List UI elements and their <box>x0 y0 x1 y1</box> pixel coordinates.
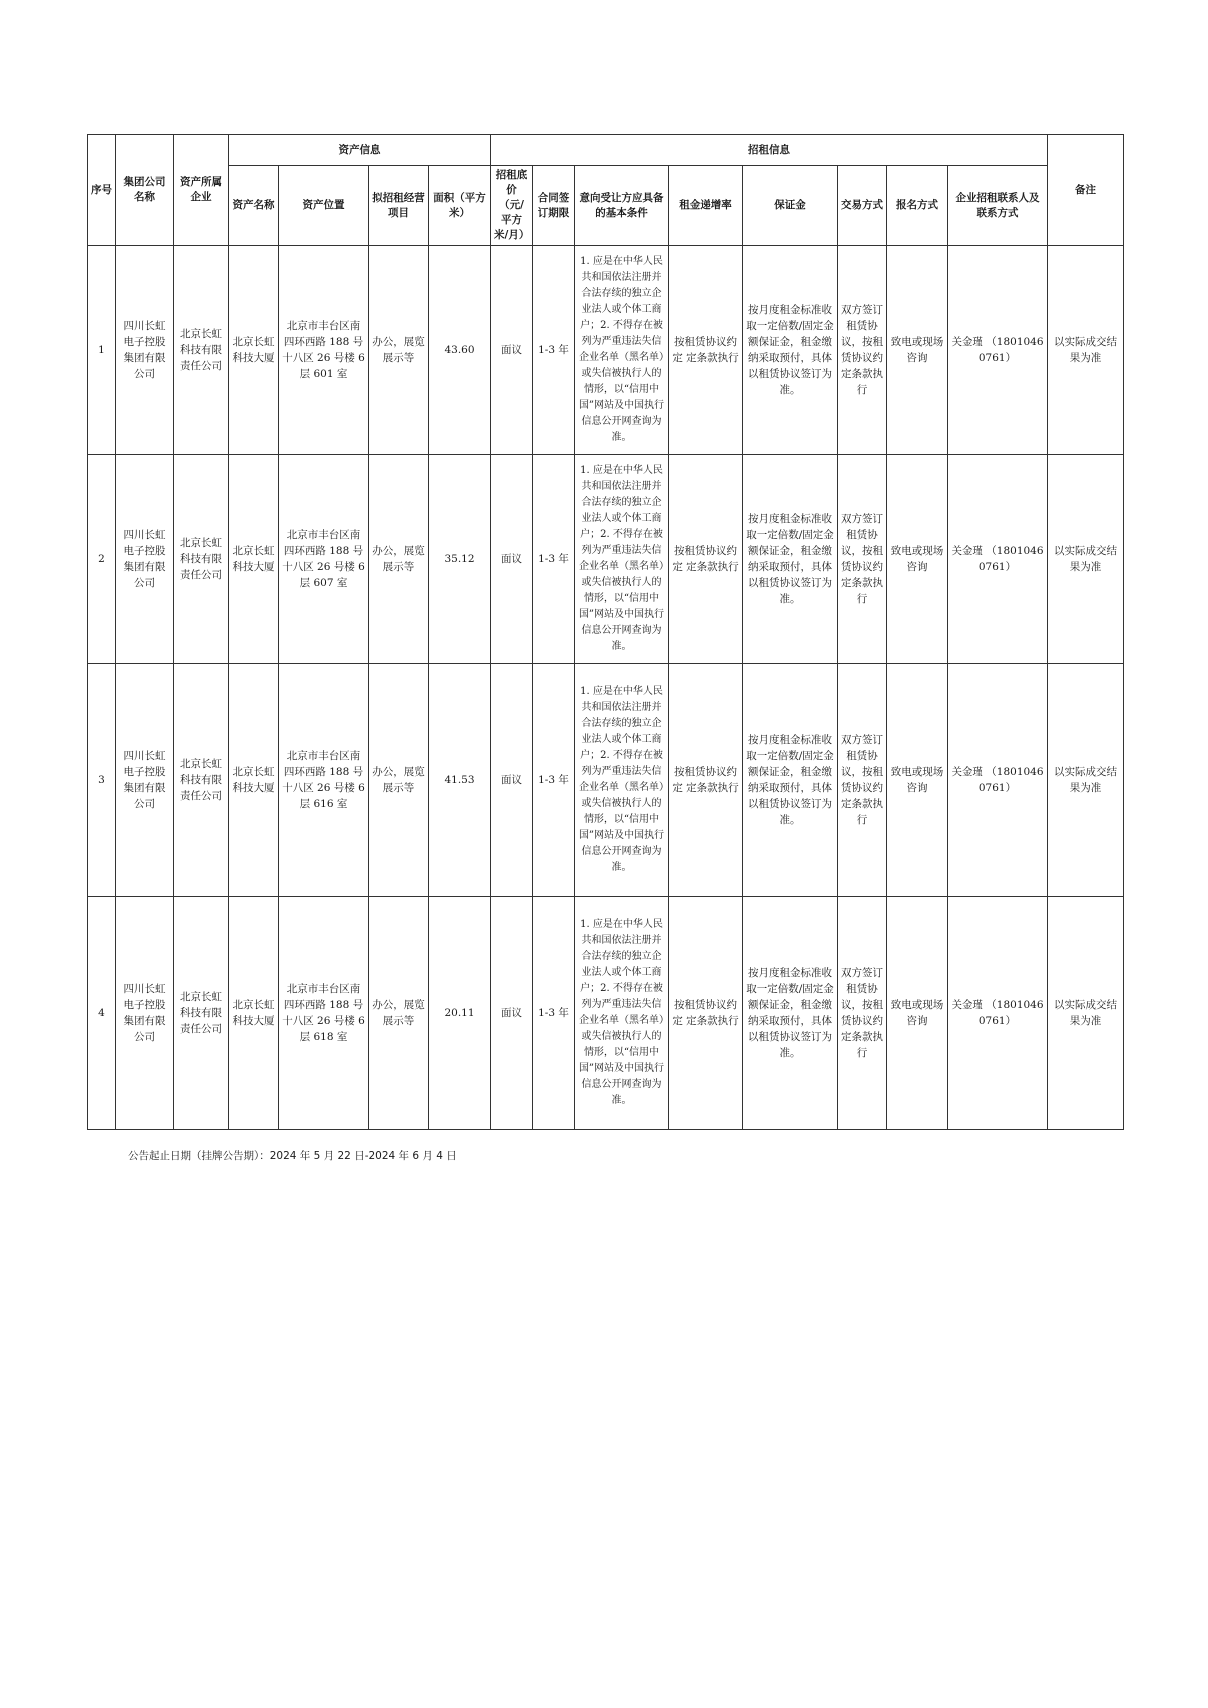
cell-area: 41.53 <box>429 664 491 897</box>
col-header-asset-name: 资产名称 <box>229 166 279 246</box>
col-header-owner-company: 资产所属企业 <box>174 135 229 246</box>
cell-trade-method: 双方签订租赁协议，按租赁协议约定条款执行 <box>838 897 887 1130</box>
cell-deposit: 按月度租金标准收取一定倍数/固定金额保证金，租金缴纳采取预付，具体以租赁协议签订为准。 <box>743 664 838 897</box>
cell-base-price: 面议 <box>491 455 533 664</box>
table-row <box>88 664 1124 897</box>
cell-base-price: 面议 <box>491 246 533 455</box>
cell-bidder-conditions: 1. 应是在中华人民共和国依法注册并合法存续的独立企业法人或个体工商户；2. 不得存在被列为严重违法失信企业名单（黑名单）或失信被执行人的情形，以“信用中国”网站及中国执行信息公开网查询为准。 <box>575 455 669 664</box>
cell-contact: 关金瑾 （18010460761） <box>948 246 1048 455</box>
col-header-base-price: 招租底价（元/平方米/月） <box>491 166 533 246</box>
table-row <box>88 897 1124 1130</box>
cell-group-company: 四川长虹电子控股集团有限公司 <box>116 897 174 1130</box>
cell-planned-use: 办公，展览展示等 <box>369 897 429 1130</box>
cell-asset-location: 北京市丰台区南四环西路 188 号十八区 26 号楼 6 层 607 室 <box>279 455 369 664</box>
col-header-contact: 企业招租联系人及联系方式 <box>948 166 1048 246</box>
cell-trade-method: 双方签订租赁协议，按租赁协议约定条款执行 <box>838 246 887 455</box>
col-header-remark: 备注 <box>1048 135 1124 246</box>
col-header-term: 合同签订期限 <box>533 166 575 246</box>
cell-contact: 关金瑾 （18010460761） <box>948 897 1048 1130</box>
col-header-trade-method: 交易方式 <box>838 166 887 246</box>
cell-rent-increase: 按租赁协议约定 定条款执行 <box>669 455 743 664</box>
cell-trade-method: 双方签订租赁协议，按租赁协议约定条款执行 <box>838 664 887 897</box>
cell-area: 35.12 <box>429 455 491 664</box>
group-header-asset-info: 资产信息 <box>229 135 491 166</box>
col-header-seq: 序号 <box>88 135 116 246</box>
cell-group-company: 四川长虹电子控股集团有限公司 <box>116 664 174 897</box>
cell-area: 43.60 <box>429 246 491 455</box>
col-header-asset-location: 资产位置 <box>279 166 369 246</box>
cell-asset-name: 北京长虹科技大厦 <box>229 246 279 455</box>
cell-base-price: 面议 <box>491 664 533 897</box>
col-header-rent-increase: 租金递增率 <box>669 166 743 246</box>
cell-contact: 关金瑾 （18010460761） <box>948 455 1048 664</box>
cell-contact: 关金瑾 （18010460761） <box>948 664 1048 897</box>
col-header-group-company: 集团公司名称 <box>116 135 174 246</box>
cell-rent-increase: 按租赁协议约定 定条款执行 <box>669 246 743 455</box>
table-row <box>88 455 1124 664</box>
cell-rent-increase: 按租赁协议约定 定条款执行 <box>669 897 743 1130</box>
cell-group-company: 四川长虹电子控股集团有限公司 <box>116 455 174 664</box>
cell-remark: 以实际成交结果为准 <box>1048 664 1124 897</box>
cell-asset-name: 北京长虹科技大厦 <box>229 455 279 664</box>
col-header-bidder-conditions: 意向受让方应具备的基本条件 <box>575 166 669 246</box>
cell-seq: 4 <box>88 897 116 1130</box>
cell-asset-name: 北京长虹科技大厦 <box>229 897 279 1130</box>
cell-rent-increase: 按租赁协议约定 定条款执行 <box>669 664 743 897</box>
cell-group-company: 四川长虹电子控股集团有限公司 <box>116 246 174 455</box>
cell-term: 1-3 年 <box>533 246 575 455</box>
cell-remark: 以实际成交结果为准 <box>1048 455 1124 664</box>
cell-term: 1-3 年 <box>533 897 575 1130</box>
table-row <box>88 246 1124 455</box>
cell-base-price: 面议 <box>491 897 533 1130</box>
cell-seq: 1 <box>88 246 116 455</box>
cell-term: 1-3 年 <box>533 455 575 664</box>
cell-seq: 2 <box>88 455 116 664</box>
cell-asset-location: 北京市丰台区南四环西路 188 号十八区 26 号楼 6 层 618 室 <box>279 897 369 1130</box>
cell-owner-company: 北京长虹科技有限责任公司 <box>174 455 229 664</box>
cell-bidder-conditions: 1. 应是在中华人民共和国依法注册并合法存续的独立企业法人或个体工商户；2. 不得存在被列为严重违法失信企业名单（黑名单）或失信被执行人的情形，以“信用中国”网站及中国执行信息公开网查询为准。 <box>575 897 669 1130</box>
cell-asset-name: 北京长虹科技大厦 <box>229 664 279 897</box>
col-header-signup-method: 报名方式 <box>887 166 948 246</box>
cell-term: 1-3 年 <box>533 664 575 897</box>
col-header-area: 面积（平方米） <box>429 166 491 246</box>
cell-signup-method: 致电或现场咨询 <box>887 246 948 455</box>
group-header-lease-info: 招租信息 <box>491 135 1048 166</box>
cell-owner-company: 北京长虹科技有限责任公司 <box>174 664 229 897</box>
cell-deposit: 按月度租金标准收取一定倍数/固定金额保证金，租金缴纳采取预付，具体以租赁协议签订为准。 <box>743 897 838 1130</box>
cell-bidder-conditions: 1. 应是在中华人民共和国依法注册并合法存续的独立企业法人或个体工商户；2. 不得存在被列为严重违法失信企业名单（黑名单）或失信被执行人的情形，以“信用中国”网站及中国执行信息公开网查询为准。 <box>575 246 669 455</box>
cell-signup-method: 致电或现场咨询 <box>887 664 948 897</box>
cell-signup-method: 致电或现场咨询 <box>887 455 948 664</box>
col-header-deposit: 保证金 <box>743 166 838 246</box>
cell-deposit: 按月度租金标准收取一定倍数/固定金额保证金，租金缴纳采取预付，具体以租赁协议签订为准。 <box>743 246 838 455</box>
cell-deposit: 按月度租金标准收取一定倍数/固定金额保证金，租金缴纳采取预付，具体以租赁协议签订为准。 <box>743 455 838 664</box>
cell-bidder-conditions: 1. 应是在中华人民共和国依法注册并合法存续的独立企业法人或个体工商户；2. 不得存在被列为严重违法失信企业名单（黑名单）或失信被执行人的情形，以“信用中国”网站及中国执行信息公开网查询为准。 <box>575 664 669 897</box>
cell-asset-location: 北京市丰台区南四环西路 188 号十八区 26 号楼 6 层 601 室 <box>279 246 369 455</box>
cell-planned-use: 办公，展览展示等 <box>369 246 429 455</box>
cell-planned-use: 办公，展览展示等 <box>369 664 429 897</box>
cell-signup-method: 致电或现场咨询 <box>887 897 948 1130</box>
rental-listing-table <box>87 134 1124 1130</box>
cell-seq: 3 <box>88 664 116 897</box>
cell-owner-company: 北京长虹科技有限责任公司 <box>174 246 229 455</box>
cell-owner-company: 北京长虹科技有限责任公司 <box>174 897 229 1130</box>
cell-remark: 以实际成交结果为准 <box>1048 897 1124 1130</box>
cell-asset-location: 北京市丰台区南四环西路 188 号十八区 26 号楼 6 层 616 室 <box>279 664 369 897</box>
cell-planned-use: 办公，展览展示等 <box>369 455 429 664</box>
cell-area: 20.11 <box>429 897 491 1130</box>
announcement-period: 公告起止日期（挂牌公告期）：2024 年 5 月 22 日-2024 年 6 月 4 日 <box>128 1150 457 1162</box>
cell-remark: 以实际成交结果为准 <box>1048 246 1124 455</box>
col-header-planned-use: 拟招租经营项目 <box>369 166 429 246</box>
cell-trade-method: 双方签订租赁协议，按租赁协议约定条款执行 <box>838 455 887 664</box>
